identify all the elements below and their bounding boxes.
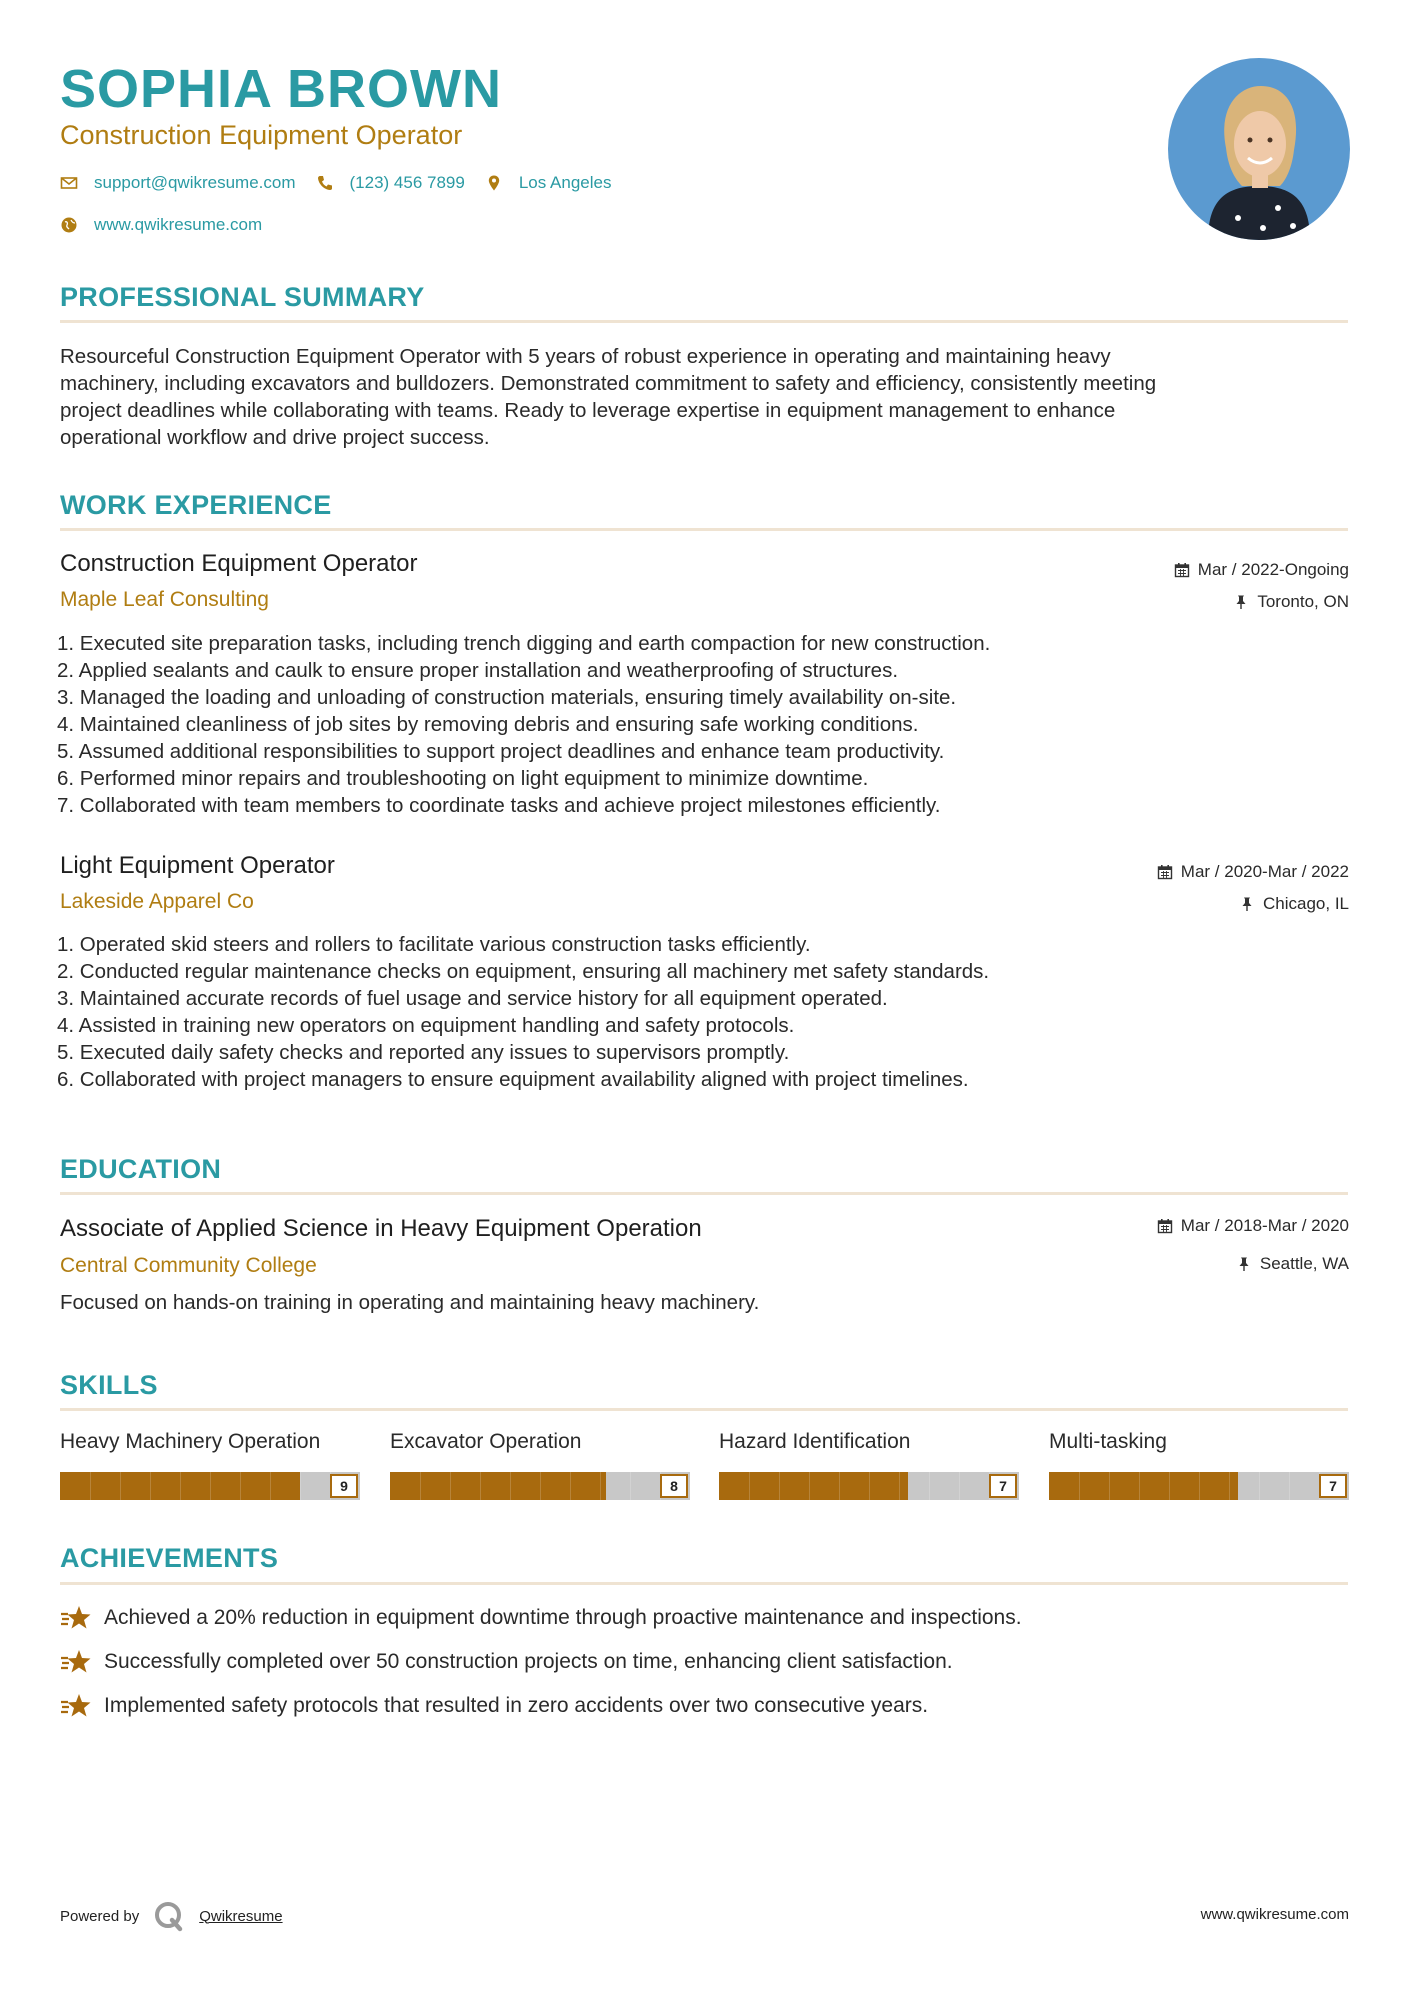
education-dates bbox=[1157, 1216, 1349, 1236]
section-divider bbox=[60, 528, 1348, 531]
contact-email[interactable] bbox=[60, 173, 296, 193]
skill-bar-segment bbox=[1079, 1472, 1080, 1500]
list-item: 6. Collaborated with project managers to ensure equipment availability aligned with project timelines. bbox=[57, 1068, 969, 1091]
education-location bbox=[1236, 1254, 1349, 1274]
achievement-item bbox=[60, 1692, 928, 1720]
pushpin-icon bbox=[1233, 594, 1249, 610]
candidate-name: SOPHIA BROWN bbox=[60, 59, 502, 119]
section-divider bbox=[60, 1192, 1348, 1195]
pushpin-icon bbox=[1236, 1256, 1252, 1272]
skill-bar-segment bbox=[480, 1472, 481, 1500]
skill-item bbox=[1049, 1430, 1349, 1500]
skill-bar-segment bbox=[420, 1472, 421, 1500]
contact-website[interactable] bbox=[60, 215, 262, 235]
list-item: 3. Maintained accurate records of fuel usage and service history for all equipment operated. bbox=[57, 987, 888, 1010]
job-location bbox=[1233, 592, 1349, 612]
skill-name: Heavy Machinery Operation bbox=[60, 1430, 321, 1453]
skill-bar-segment bbox=[630, 1472, 631, 1500]
skill-bar-segment bbox=[1169, 1472, 1170, 1500]
skill-bar-fill bbox=[719, 1472, 908, 1500]
skill-bar-segment bbox=[1199, 1472, 1200, 1500]
website-text: www.qwikresume.com bbox=[94, 215, 263, 234]
skill-name: Multi-tasking bbox=[1049, 1430, 1167, 1453]
skill-bar-segment bbox=[1229, 1472, 1230, 1500]
job-company: Maple Leaf Consulting bbox=[60, 588, 269, 611]
skill-bar-segment bbox=[120, 1472, 121, 1500]
skill-bar-segment bbox=[809, 1472, 810, 1500]
skill-score: 8 bbox=[660, 1474, 688, 1498]
job-location-text: Toronto, ON bbox=[1257, 592, 1349, 611]
education-description: Focused on hands-on training in operating and maintaining heavy machinery. bbox=[60, 1291, 760, 1314]
website-row bbox=[60, 215, 282, 235]
phone-text: (123) 456 7899 bbox=[349, 173, 465, 192]
skill-score: 7 bbox=[989, 1474, 1017, 1498]
calendar-icon bbox=[1174, 562, 1190, 578]
job-dates bbox=[1157, 862, 1349, 882]
skill-bar-segment bbox=[450, 1472, 451, 1500]
section-divider bbox=[60, 1582, 1348, 1585]
skill-bar-segment bbox=[570, 1472, 571, 1500]
section-title-education: EDUCATION bbox=[60, 1154, 222, 1184]
section-title-experience: WORK EXPERIENCE bbox=[60, 490, 332, 520]
phone-icon bbox=[316, 174, 334, 192]
skill-bar-segment bbox=[899, 1472, 900, 1500]
brand-link[interactable]: Qwikresume bbox=[199, 1907, 283, 1925]
calendar-icon bbox=[1157, 864, 1173, 880]
job-location bbox=[1239, 894, 1349, 914]
pushpin-icon bbox=[1239, 896, 1255, 912]
skill-bar-segment bbox=[929, 1472, 930, 1500]
star-award-icon bbox=[60, 1692, 92, 1720]
profile-photo bbox=[1168, 58, 1350, 240]
achievement-text: Achieved a 20% reduction in equipment downtime through proactive maintenance and inspections. bbox=[104, 1606, 1022, 1629]
map-pin-icon bbox=[485, 174, 503, 192]
skill-bar bbox=[719, 1472, 1019, 1500]
skill-score: 9 bbox=[330, 1474, 358, 1498]
skill-bar-segment bbox=[180, 1472, 181, 1500]
skill-bar-segment bbox=[749, 1472, 750, 1500]
skill-bar-fill bbox=[390, 1472, 606, 1500]
list-item: 3. Managed the loading and unloading of construction materials, ensuring timely availability on-site. bbox=[57, 686, 957, 709]
list-item: 1. Operated skid steers and rollers to facilitate various construction tasks efficiently. bbox=[57, 933, 811, 956]
list-item: 2. Applied sealants and caulk to ensure proper installation and weatherproofing of structures. bbox=[57, 659, 899, 682]
globe-icon bbox=[60, 216, 78, 234]
star-award-icon bbox=[60, 1604, 92, 1632]
footer-powered-by bbox=[60, 1900, 283, 1932]
skill-bar-segment bbox=[779, 1472, 780, 1500]
job-title: Light Equipment Operator bbox=[60, 852, 335, 879]
list-item: 4. Assisted in training new operators on equipment handling and safety protocols. bbox=[57, 1014, 795, 1037]
list-item: 4. Maintained cleanliness of job sites by removing debris and ensuring safe working conditions. bbox=[57, 713, 919, 736]
contact-row bbox=[60, 173, 631, 193]
skill-bar-segment bbox=[1109, 1472, 1110, 1500]
skill-bar bbox=[1049, 1472, 1349, 1500]
list-item: 6. Performed minor repairs and troubleshooting on light equipment to minimize downtime. bbox=[57, 767, 869, 790]
skill-bar-segment bbox=[300, 1472, 301, 1500]
skill-bar-segment bbox=[1139, 1472, 1140, 1500]
skill-bar-segment bbox=[510, 1472, 511, 1500]
skill-item bbox=[719, 1430, 1019, 1500]
section-title-skills: SKILLS bbox=[60, 1370, 158, 1400]
skill-bar-segment bbox=[1259, 1472, 1260, 1500]
summary-line: Resourceful Construction Equipment Operator with 5 years of robust experience in operating and maintaining heavy bbox=[60, 345, 1111, 368]
footer-website[interactable]: www.qwikresume.com bbox=[1200, 1906, 1349, 1923]
skill-bar-segment bbox=[600, 1472, 601, 1500]
list-item: 2. Conducted regular maintenance checks on equipment, ensuring all machinery met safety standards. bbox=[57, 960, 990, 983]
skill-item bbox=[390, 1430, 690, 1500]
skill-bar-segment bbox=[270, 1472, 271, 1500]
job-title: Construction Equipment Operator bbox=[60, 550, 418, 577]
job-dates-text: Mar / 2022-Ongoing bbox=[1197, 560, 1349, 579]
skill-name: Excavator Operation bbox=[390, 1430, 582, 1453]
section-divider bbox=[60, 320, 1348, 323]
achievement-text: Successfully completed over 50 construction projects on time, enhancing client satisfaction. bbox=[104, 1650, 953, 1673]
summary-text bbox=[60, 343, 1350, 451]
list-item: 7. Collaborated with team members to coordinate tasks and achieve project milestones efficiently. bbox=[57, 794, 941, 817]
skill-bar-segment bbox=[1289, 1472, 1290, 1500]
education-location-text: Seattle, WA bbox=[1259, 1254, 1349, 1273]
skill-bar bbox=[60, 1472, 360, 1500]
contact-phone[interactable] bbox=[316, 173, 465, 193]
education-school: Central Community College bbox=[60, 1254, 317, 1277]
achievement-item bbox=[60, 1648, 953, 1676]
skill-bar-segment bbox=[90, 1472, 91, 1500]
list-item: 5. Executed daily safety checks and reported any issues to supervisors promptly. bbox=[57, 1041, 790, 1064]
skill-bar-segment bbox=[240, 1472, 241, 1500]
list-item: 1. Executed site preparation tasks, including trench digging and earth compaction for new construction. bbox=[57, 632, 991, 655]
calendar-icon bbox=[1157, 1218, 1173, 1234]
job-dates-text: Mar / 2020-Mar / 2022 bbox=[1180, 862, 1349, 881]
contact-location bbox=[485, 173, 612, 193]
skill-bar-segment bbox=[210, 1472, 211, 1500]
skill-name: Hazard Identification bbox=[719, 1430, 911, 1453]
summary-line: operational workflow and drive project success. bbox=[60, 426, 490, 449]
achievement-item bbox=[60, 1604, 1022, 1632]
envelope-icon bbox=[60, 174, 78, 192]
skill-bar-segment bbox=[150, 1472, 151, 1500]
star-award-icon bbox=[60, 1648, 92, 1676]
achievement-text: Implemented safety protocols that resulted in zero accidents over two consecutive years. bbox=[104, 1694, 929, 1717]
candidate-role: Construction Equipment Operator bbox=[60, 120, 463, 150]
email-text: support@qwikresume.com bbox=[94, 173, 296, 192]
section-title-summary: PROFESSIONAL SUMMARY bbox=[60, 282, 425, 312]
education-dates-text: Mar / 2018-Mar / 2020 bbox=[1180, 1216, 1349, 1235]
qwikresume-logo-icon bbox=[153, 1900, 185, 1932]
skill-bar-segment bbox=[959, 1472, 960, 1500]
section-title-achievements: ACHIEVEMENTS bbox=[60, 1543, 279, 1573]
list-item: 5. Assumed additional responsibilities to support project deadlines and enhance team productivity. bbox=[57, 740, 945, 763]
skill-item bbox=[60, 1430, 360, 1500]
summary-line: machinery, including excavators and bulldozers. Demonstrated commitment to safety and efficiency, consistently meeting bbox=[60, 372, 1157, 395]
skill-bar bbox=[390, 1472, 690, 1500]
job-bullets bbox=[57, 931, 1347, 1093]
powered-by-text: Powered by bbox=[60, 1907, 140, 1925]
job-location-text: Chicago, IL bbox=[1263, 894, 1349, 913]
section-divider bbox=[60, 1408, 1348, 1411]
skill-bar-fill bbox=[1049, 1472, 1238, 1500]
job-bullets bbox=[57, 630, 1347, 819]
profile-photo-image bbox=[1168, 58, 1350, 240]
location-text: Los Angeles bbox=[518, 173, 612, 192]
skill-score: 7 bbox=[1319, 1474, 1347, 1498]
summary-line: project deadlines while collaborating with teams. Ready to leverage expertise in equipment management to enhance bbox=[60, 399, 1116, 422]
job-company: Lakeside Apparel Co bbox=[60, 890, 254, 913]
education-degree: Associate of Applied Science in Heavy Equipment Operation bbox=[60, 1215, 702, 1242]
skill-bar-segment bbox=[839, 1472, 840, 1500]
job-dates bbox=[1174, 560, 1349, 580]
skill-bar-segment bbox=[869, 1472, 870, 1500]
skill-bar-segment bbox=[540, 1472, 541, 1500]
